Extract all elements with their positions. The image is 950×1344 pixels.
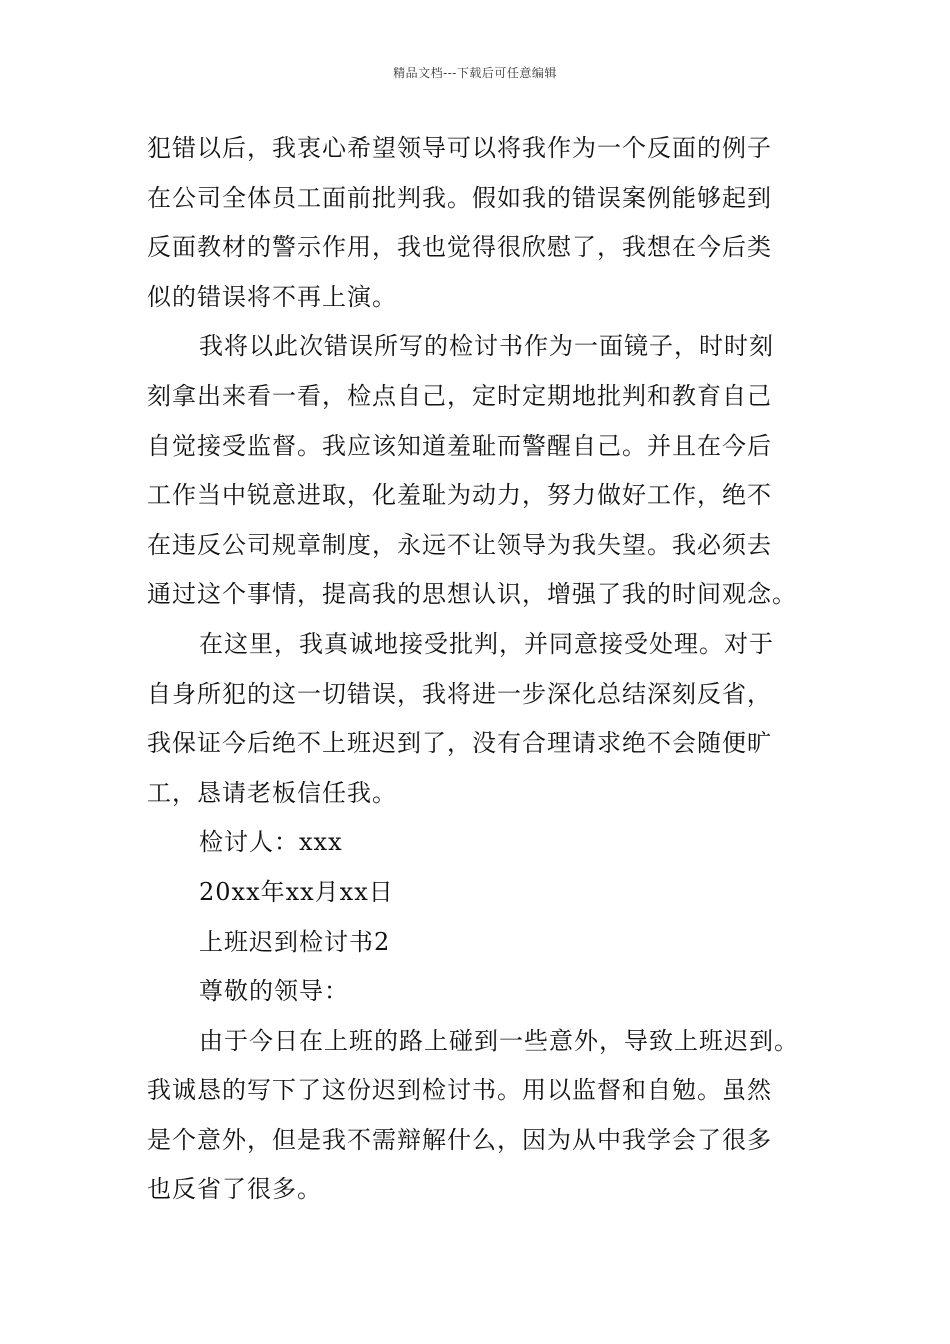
text-line: 自觉接受监督。我应该知道羞耻而警醒自己。并且在今后 (147, 431, 772, 460)
document-body (147, 124, 827, 1215)
signature-line: 检讨人：xxx (199, 828, 343, 857)
salutation: 尊敬的领导： (199, 977, 349, 1006)
text-line: 也反省了很多。 (147, 1175, 322, 1204)
paragraph-start-line: 我将以此次错误所写的检讨书作为一面镜子，时时刻 (199, 332, 774, 361)
text-line: 犯错以后，我衷心希望领导可以将我作为一个反面的例子 (147, 134, 772, 162)
text-line: 似的错误将不再上演。 (147, 282, 397, 311)
text-line: 我保证今后绝不上班迟到了，没有合理请求绝不会随便旷 (147, 729, 772, 758)
text-line: 在公司全体员工面前批判我。假如我的错误案例能够起到 (147, 183, 772, 212)
text-line: 在违反公司规章制度，永远不让领导为我失望。我必须去 (147, 530, 772, 559)
text-line: 反面教材的警示作用，我也觉得很欣慰了，我想在今后类 (147, 233, 772, 262)
text-line: 是个意外，但是我不需辩解什么，因为从中我学会了很多 (147, 1125, 772, 1154)
text-line: 我诚恳的写下了这份迟到检讨书。用以监督和自勉。虽然 (147, 1076, 772, 1105)
paragraph-start-line: 由于今日在上班的路上碰到一些意外，导致上班迟到。 (199, 1026, 799, 1055)
text-line: 工作当中锐意进取，化羞耻为动力，努力做好工作，绝不 (147, 481, 772, 510)
text-line: 工，恳请老板信任我。 (147, 778, 397, 807)
page-header: 精品文档---下载后可任意编辑 (393, 66, 557, 80)
section-title: 上班迟到检讨书2 (199, 927, 391, 956)
text-line: 刻拿出来看一看，检点自己，定时定期地批判和教育自己 (147, 381, 772, 410)
paragraph-start-line: 在这里，我真诚地接受批判，并同意接受处理。对于 (199, 629, 774, 658)
text-line: 自身所犯的这一切错误，我将进一步深化总结深刻反省， (147, 679, 772, 708)
date-line: 20xx年xx月xx日 (199, 877, 394, 906)
text-line: 通过这个事情，提高我的思想认识，增强了我的时间观念。 (147, 580, 797, 609)
